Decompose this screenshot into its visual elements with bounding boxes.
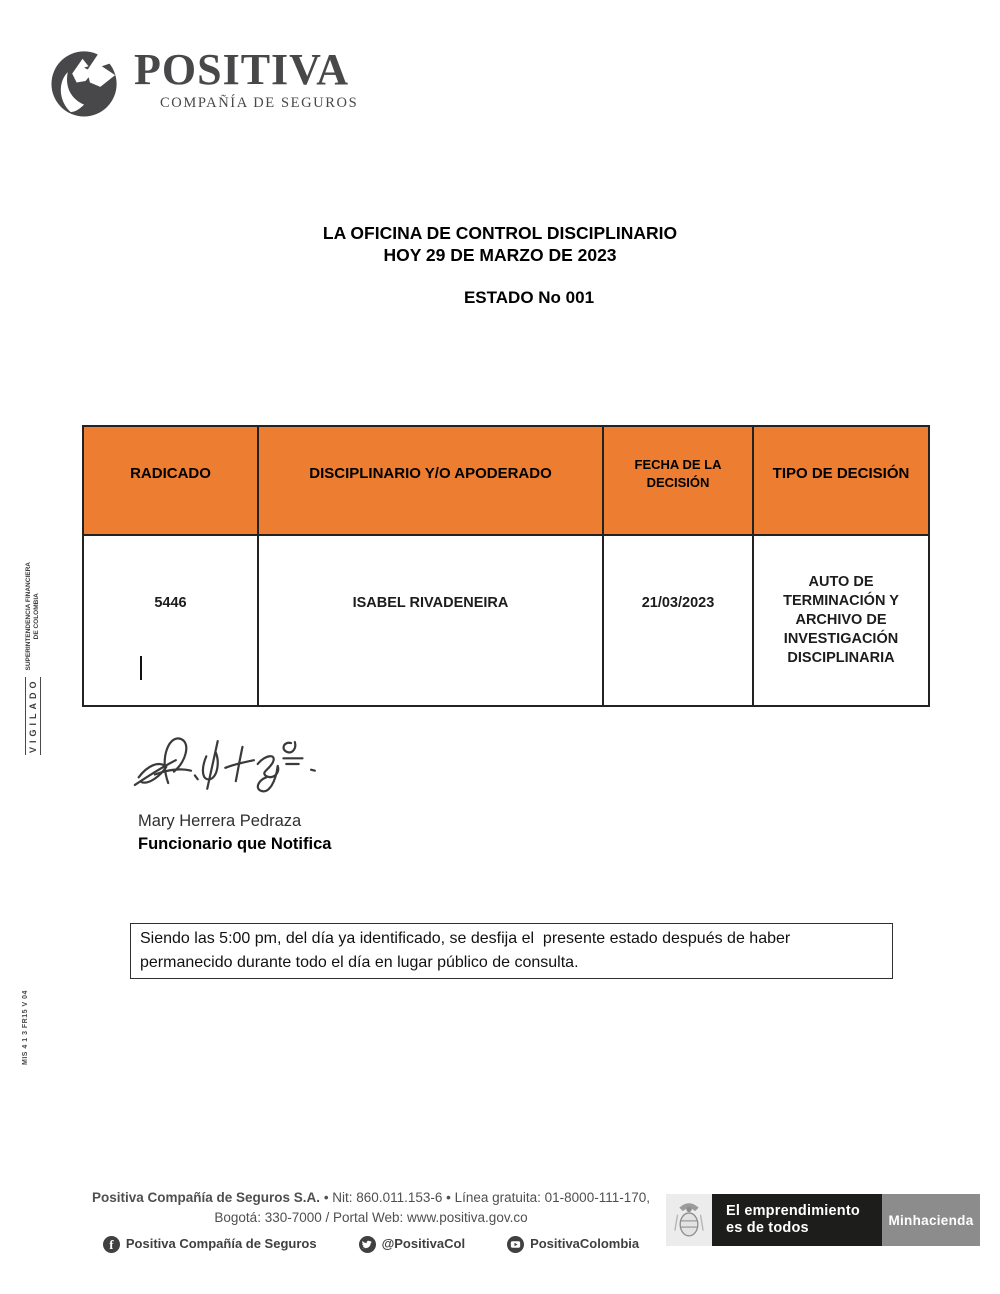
signer-name: Mary Herrera Pedraza — [138, 812, 302, 830]
vigilado-label: VIGILADO — [25, 677, 41, 755]
superintendencia-line1: SUPERINTENDENCIA FINANCIERA — [24, 562, 32, 671]
youtube-handle — [507, 1234, 639, 1254]
social-row — [60, 1234, 682, 1254]
table-header-row — [83, 426, 929, 535]
footer-contact — [60, 1188, 682, 1254]
twitter-icon — [359, 1236, 376, 1253]
header-fecha: FECHA DE LA DECISIÓN — [603, 426, 753, 535]
superintendencia-label — [25, 562, 42, 670]
footer-company: Positiva Compañía de Seguros S.A. — [92, 1190, 321, 1205]
table-row — [83, 535, 929, 706]
signer-block — [138, 810, 331, 856]
handwritten-signature — [132, 720, 332, 808]
cell-fecha: 21/03/2023 — [603, 535, 753, 706]
estado-number: ESTADO No 001 — [463, 288, 595, 307]
facebook-icon: f — [103, 1236, 120, 1253]
youtube-label: PositivaColombia — [530, 1236, 640, 1251]
estado-table — [82, 425, 930, 707]
superintendencia-line2: DE COLOMBIA — [33, 593, 40, 640]
brand-tagline: COMPAÑÍA DE SEGUROS — [160, 95, 359, 111]
gov-slogan-line1: El emprendimiento — [726, 1202, 860, 1219]
positiva-doves-icon — [50, 40, 124, 122]
footer-line1-rest: • Nit: 860.011.153-6 • Línea gratuita: 01-8000-111-170, — [320, 1190, 650, 1205]
cell-tipo: AUTO DE TERMINACIÓN Y ARCHIVO DE INVESTIGACIÓN DISCIPLINARIA — [753, 535, 929, 706]
gov-slogan-line2: es de todos — [726, 1220, 809, 1236]
document-code: MIS 4 1 3 FR15 V 04 — [22, 990, 29, 1065]
footer-line2: Bogotá: 330-7000 / Portal Web: www.positiva.gov.co — [214, 1210, 528, 1225]
colombia-crest-icon — [666, 1194, 712, 1246]
twitter-handle — [359, 1234, 465, 1254]
facebook-handle — [103, 1234, 317, 1254]
signer-role: Funcionario que Notifica — [138, 835, 332, 853]
title-line2: HOY 29 DE MARZO DE 2023 — [383, 245, 617, 265]
header-tipo: TIPO DE DECISIÓN — [753, 426, 929, 535]
brand-name: POSITIVA — [134, 45, 350, 94]
gov-slogan — [712, 1194, 882, 1246]
positiva-logo — [50, 40, 358, 122]
footer-line1 — [60, 1188, 682, 1208]
facebook-label: Positiva Compañía de Seguros — [125, 1236, 317, 1251]
twitter-label: @PositivaCol — [381, 1236, 466, 1251]
minhacienda-badge: Minhacienda — [882, 1194, 980, 1246]
youtube-icon — [507, 1236, 524, 1253]
cell-disciplinario: ISABEL RIVADENEIRA — [258, 535, 603, 706]
header-disciplinario: DISCIPLINARIO Y/O APODERADO — [258, 426, 603, 535]
document-title — [0, 222, 1000, 266]
vigilado-stamp — [14, 562, 52, 755]
desfijacion-notice: Siendo las 5:00 pm, del día ya identificado, se desfija el presente estado después de haber permanecido durante todo el día en lugar público de consulta. — [130, 923, 893, 979]
government-banner — [666, 1194, 980, 1246]
header-radicado: RADICADO — [83, 426, 258, 535]
title-line1: LA OFICINA DE CONTROL DISCIPLINARIO — [322, 223, 678, 243]
cursor-mark — [140, 656, 142, 680]
cell-radicado: 5446 — [83, 535, 258, 706]
